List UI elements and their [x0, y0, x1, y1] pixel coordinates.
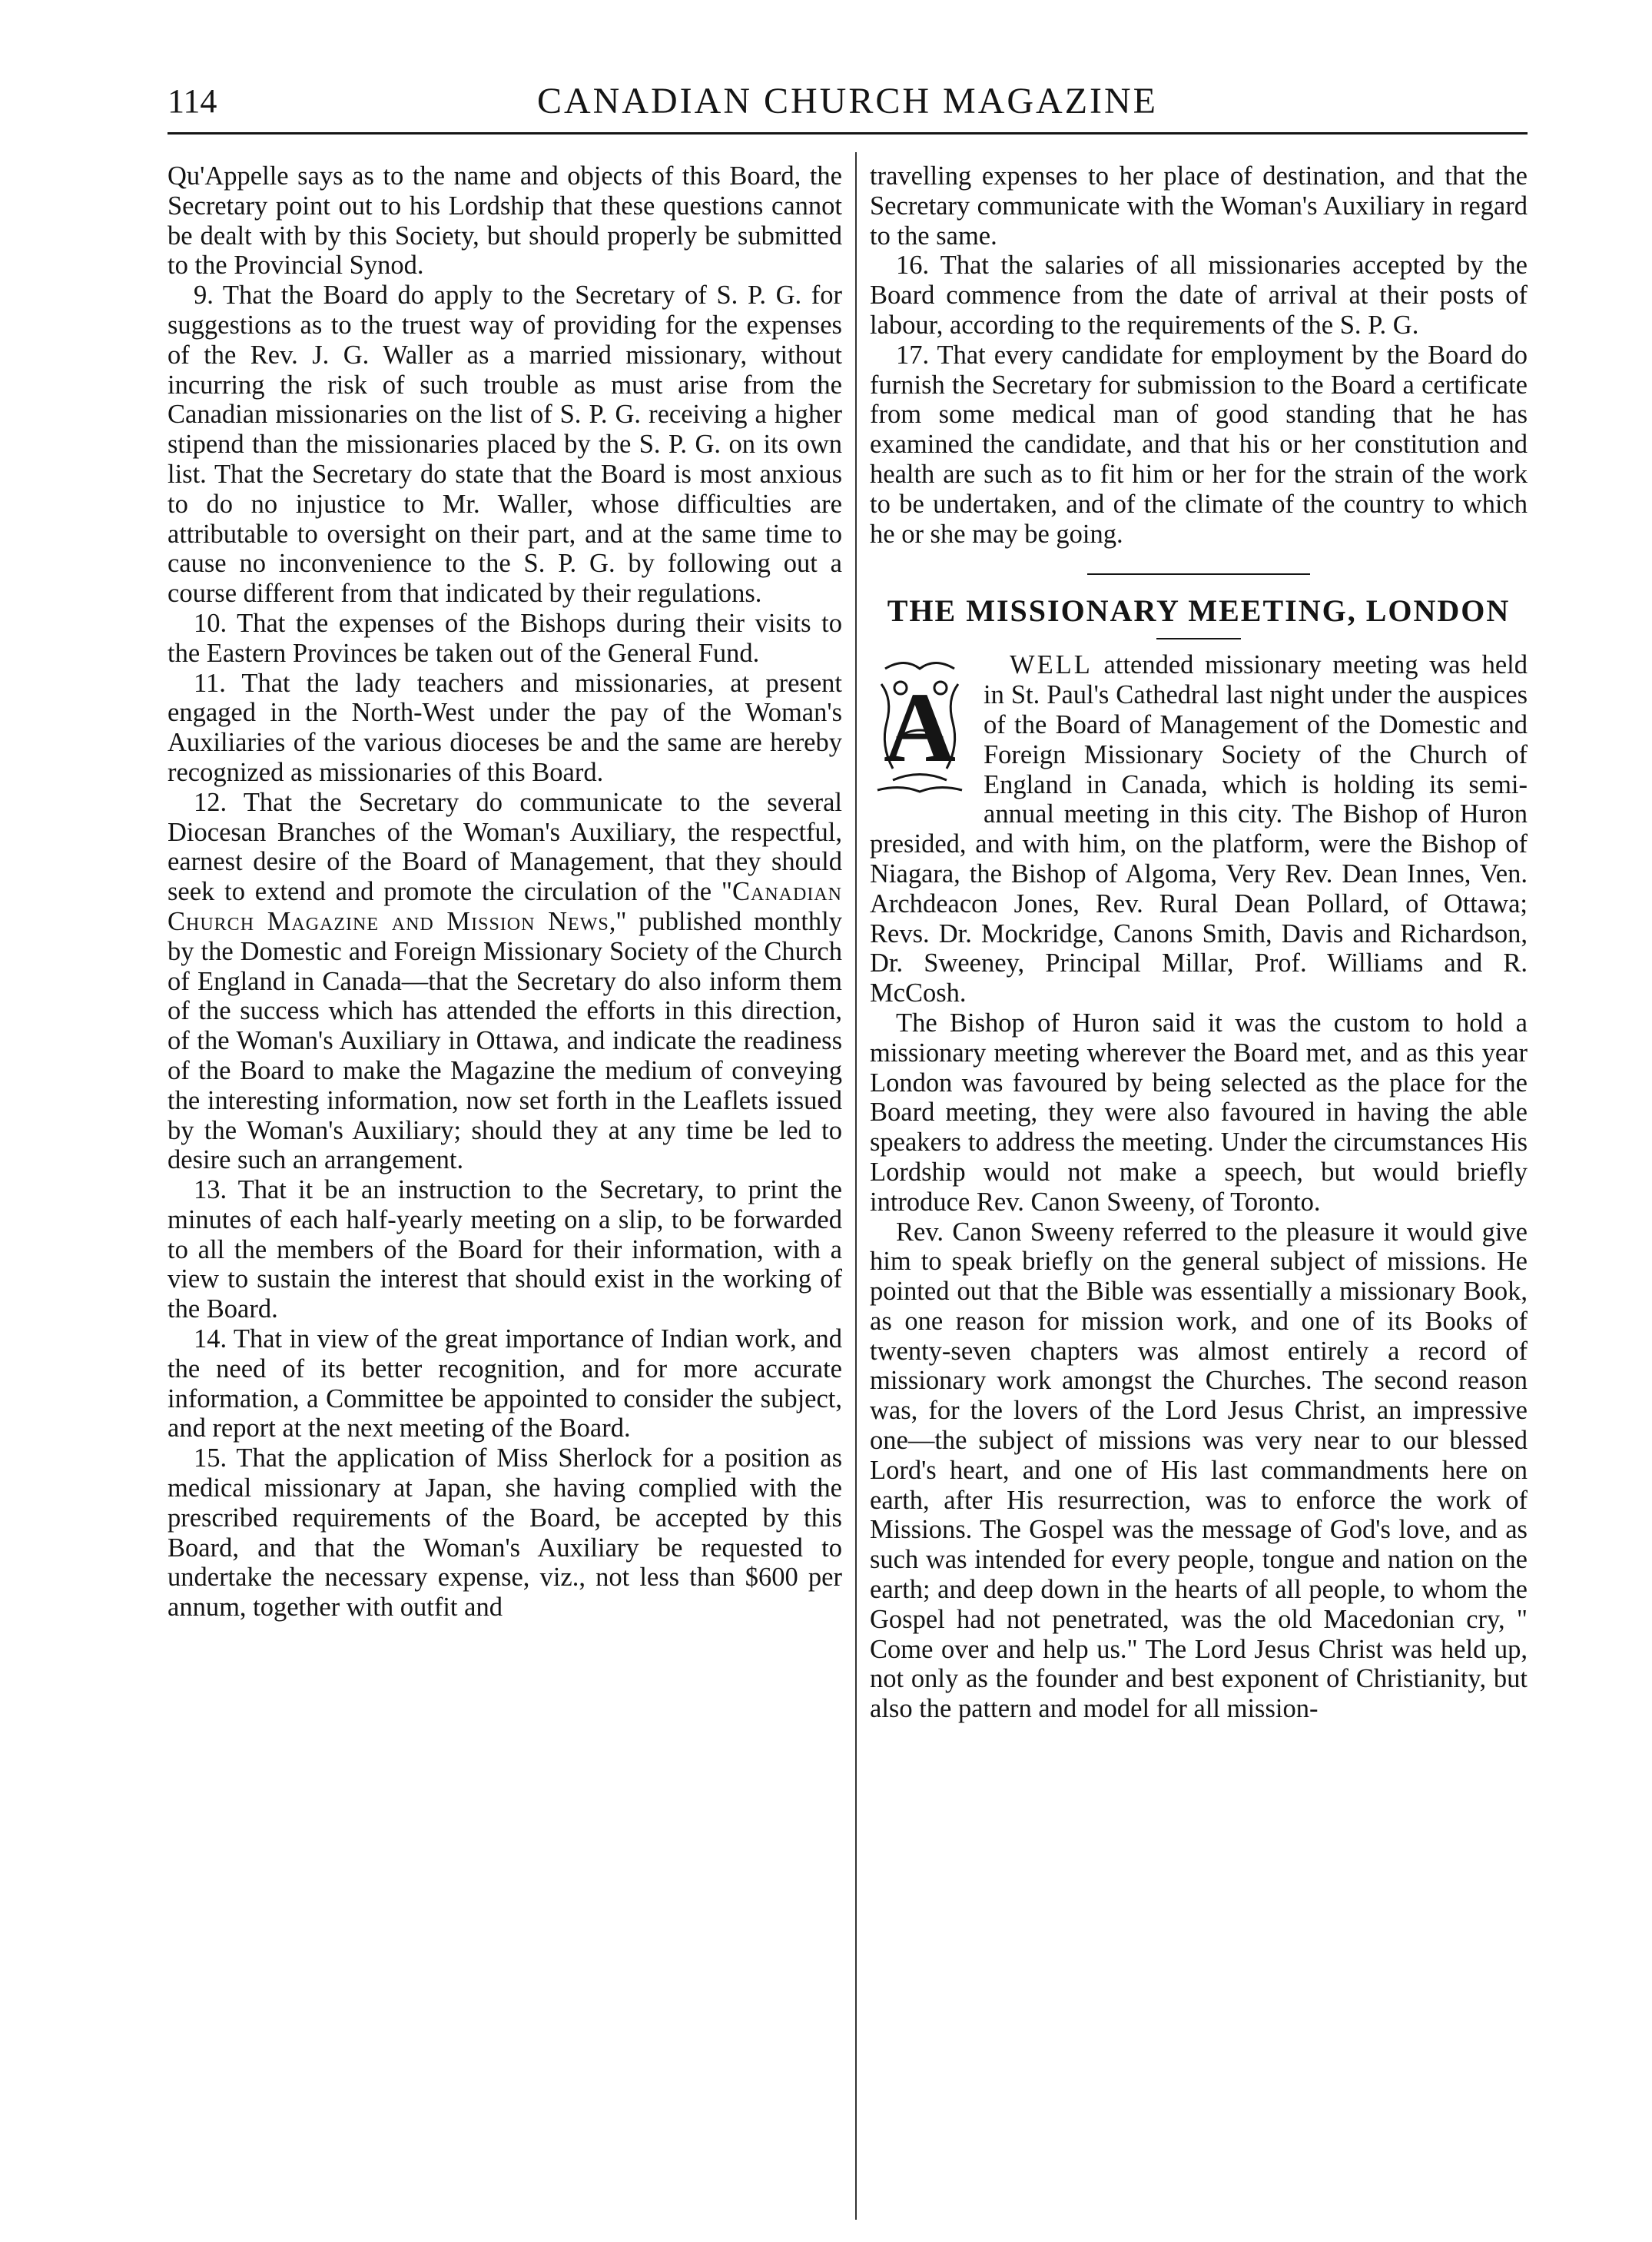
magazine-name: Canadian Church Magazine and Mission News — [168, 877, 842, 936]
resolution-9: 9. That the Board do apply to the Secretary of S. P. G. for suggestions as to the truest way of providing for the expenses of the Rev. J. G. Waller as a married missionary, without incurring the risk of such trouble as must arise from the Canadian missionaries on the list of S. P. G. receiving a higher stipend than the missionaries placed by the S. P. G. on its own list. That the Secretary do state that the Board is most anxious to do no injustice to Mr. Waller, whose difficulties are attributable to oversight on their part, and at the same time to cause no inconvenience to the S. P. G. by following out a course different from that indicated by their regulations. — [168, 281, 842, 609]
resolution-17: 17. That every candidate for employment by the Board do furnish the Secretary for submission to the Board a certificate from some medical man of good standing that he has examined the candidate, and that his or her constitution and health are such as to fit him or her for the strain of the work to be undertaken, and of the climate of the country to which he or she may be going. — [870, 340, 1528, 549]
opening-text: attended missionary meeting was held in St. Paul's Cathedral last night under the auspices of the Board of Management of the Domestic and Foreign Missionary Society of the Church of England in Canada, which is holding its semi-annual meeting in this city. The Bishop of Huron presided, and with him, on the platform, were the Bishop of Niagara, the Bishop of Algoma, Very Rev. Dean Innes, Ven. Archdeacon Jones, Rev. Rural Dean Pollard, of Ottawa; Revs. Dr. Mockridge, Canons Smith, Davis and Richardson, Dr. Sweeney, Principal Millar, Prof. Williams and R. McCosh. — [870, 650, 1528, 1008]
resolution-14: 14. That in view of the great importance of Indian work, and the need of its better recognition, and for more accurate information, a Committee be appointed to consider the subject, and report at the next meeting of the Board. — [168, 1324, 842, 1443]
header-rule — [168, 132, 1528, 135]
resolution-12-text-a: 12. That the Secretary do communicate to the several Diocesan Branches of the Woman's Auxiliary, the respectful, earnest desire of the Board of Management, that they should seek to extend and promote the circulation of the " — [168, 787, 842, 907]
resolution-15: 15. That the application of Miss Sherlock for a position as medical missionary at Japan, she having complied with the prescribed requirements of the Board, be accepted by this Board, and that the Woman's Auxiliary be requested to undertake the necessary expense, viz., not less than $600 per annum, together with outfit and — [168, 1443, 842, 1623]
resolution-12 — [168, 788, 842, 1175]
opening-word: WELL — [1010, 650, 1093, 680]
running-header — [168, 78, 1528, 137]
column-divider — [855, 152, 857, 2220]
left-column — [168, 161, 842, 2221]
opening-paragraph — [870, 650, 1528, 1008]
section-heading: THE MISSIONARY MEETING, LONDON — [887, 593, 1511, 629]
canon-paragraph: Rev. Canon Sweeny referred to the pleasure it would give him to speak briefly on the general subject of missions. He pointed out that the Bible was essentially a missionary Book, as one reason for mission work, and one of its Books of twenty-seven chapters was almost entirely a record of missionary work amongst the Churches. The second reason was, for the lovers of the Lord Jesus Christ, an impressive one—the subject of missions was very near to our blessed Lord's heart, and one of His last commandments here on earth, after His resurrection, was to enforce the work of Missions. The Gospel was the message of God's love, and as such was intended for every people, tongue and nation on the earth; and deep down in the hearts of all people, to whom the Gospel had not penetrated, was the old Macedonian cry, " Come over and help us." The Lord Jesus Christ was held up, not only as the founder and best exponent of Christianity, but also the pattern and model for all mission- — [870, 1217, 1528, 1724]
resolution-16: 16. That the salaries of all missionaries accepted by the Board commence from the date of arrival at their posts of labour, according to the requirements of the S. P. G. — [870, 251, 1528, 340]
resolution-13: 13. That it be an instruction to the Secretary, to print the minutes of each half-yearly meeting on a slip, to be forwarded to all the members of the Board for their information, with a view to sustain the interest that should exist in the working of the Board. — [168, 1175, 842, 1324]
heading-rule — [1156, 638, 1241, 639]
resolution-10: 10. That the expenses of the Bishops during their visits to the Eastern Provinces be taken out of the General Fund. — [168, 608, 842, 668]
ornamental-dropcap — [870, 653, 970, 799]
section-divider — [1087, 573, 1310, 575]
resolution-12-text-b: ," published monthly by the Domestic and Foreign Missionary Society of the Church of England in Canada—that the Secretary do also inform them of the success which has attended the efforts in this direction, of the Woman's Auxiliary in Ottawa, and indicate the readiness of the Board to make the Magazine the medium of conveying the interesting information, now set forth in the Leaflets issued by the Woman's Auxiliary; should they at any time be led to desire such an arrangement. — [168, 906, 842, 1175]
bishop-paragraph: The Bishop of Huron said it was the custom to hold a missionary meeting wherever the Board met, and as this year London was favoured by being selected as the place for the Board meeting, they were also favoured in having the able speakers to address the meeting. Under the circumstances His Lordship would not make a speech, but would briefly introduce Rev. Canon Sweeny, of Toronto. — [870, 1008, 1528, 1217]
resolution-11: 11. That the lady teachers and missionaries, at present engaged in the North-West under the pay of the Woman's Auxiliaries of the various dioceses be and the same are hereby recognized as missionaries of this Board. — [168, 668, 842, 787]
right-column — [870, 161, 1528, 2221]
dropcap-letter: A — [884, 673, 956, 784]
continued-paragraph: Qu'Appelle says as to the name and objects of this Board, the Secretary point out to his Lordship that these questions cannot be dealt with by this Society, but should properly be submitted to the Provincial Synod. — [168, 161, 842, 281]
resolution-15-continued: travelling expenses to her place of destination, and that the Secretary communicate with the Woman's Auxiliary in regard to the same. — [870, 161, 1528, 251]
magazine-title: CANADIAN CHURCH MAGAZINE — [537, 81, 1158, 121]
page-number: 114 — [168, 82, 217, 120]
